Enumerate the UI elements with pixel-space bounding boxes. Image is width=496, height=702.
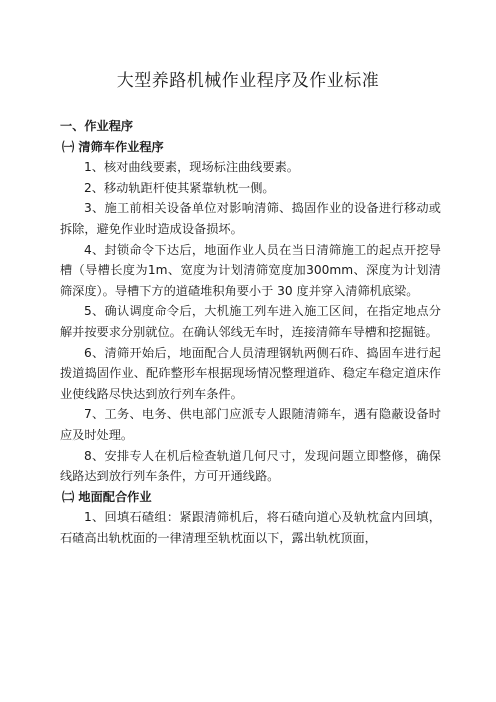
paragraph-5: 5、确认调度命令后，大机施工列车进入施工区间，在指定地点分解并按要求分别就位。在确认邻线无车时，连接清筛车导槽和挖掘链。 xyxy=(60,304,441,339)
subsection-heading: ㈡ 地面配合作业 xyxy=(62,489,152,504)
paragraph-9: 1、回填石碴组：紧跟清筛机后，将石碴向道心及轨枕盒内回填，石碴高出轨枕面的一律清理至轨枕面以下，露出轨枕顶面， xyxy=(60,510,441,545)
section-heading: 一、作业程序 xyxy=(60,119,134,133)
document-title: 大型养路机械作业程序及作业标准 xyxy=(116,71,380,91)
paragraph-7: 7、工务、电务、供电部门应派专人跟随清筛车，遇有隐蔽设备时应及时处理。 xyxy=(60,407,441,442)
paragraph-2: 2、移动轨距杆使其紧靠轨枕一侧。 xyxy=(84,180,275,195)
paragraph-6: 6、清筛开始后，地面配合人员清理钢轨两侧石砟、捣固车进行起拨道捣固作业、配砟整形车根据现场情况整理道砟、稳定车稳定道床作业使线路尽快达到放行列车条件。 xyxy=(60,345,441,401)
paragraph-4: 4、封锁命令下达后，地面作业人员在当日清筛施工的起点开挖导槽（导槽长度为1m、宽度为计划清筛宽度加300mm、深度为计划清筛深度）。导槽下方的道碴堆积角要小于 30 度并穿入清筛机底梁。 xyxy=(60,242,441,298)
document-body xyxy=(60,116,441,548)
paragraph-1: 1、核对曲线要素，现场标注曲线要素。 xyxy=(84,160,299,175)
paragraph-8: 8、安排专人在机后检查轨道几何尺寸，发现问题立即整修，确保线路达到放行列车条件，方可开通线路。 xyxy=(60,448,441,484)
paragraph-3: 3、施工前相关设备单位对影响清筛、捣固作业的设备进行移动或拆除，避免作业时造成设备损坏。 xyxy=(60,201,441,236)
subsection-heading: ㈠ 清筛车作业程序 xyxy=(62,139,164,154)
